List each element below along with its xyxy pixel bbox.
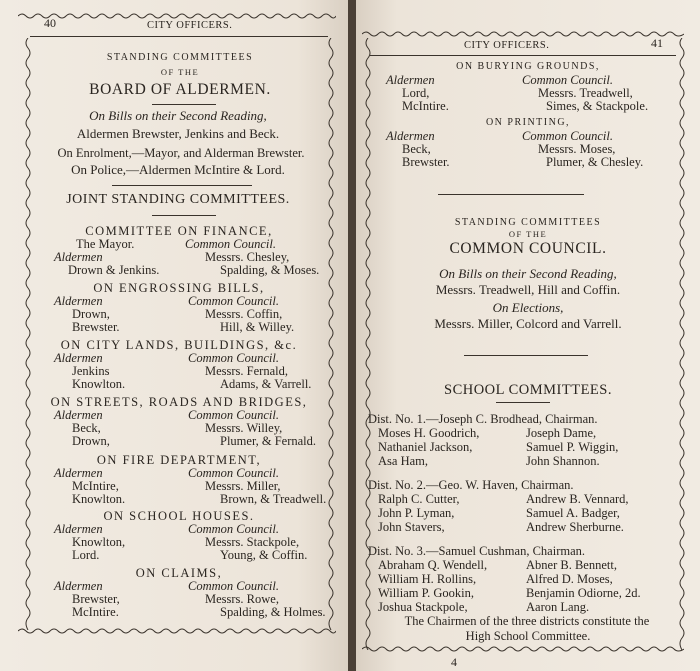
committee-title: ON CLAIMS, [135,566,223,580]
aldermen-member: Jenkins [72,364,110,378]
council-member: Messrs. Fernald, [205,364,288,378]
aldermen-member: Lord, [402,86,430,100]
aldermen-head: The Mayor. [76,237,135,251]
aldermen-member: Knowlton, [72,535,126,549]
district-member: John Stavers, [378,520,445,534]
section-rule [112,185,252,186]
district-member: William P. Gookin, [378,586,475,600]
district-head: Dist. No. 2.—Geo. W. Haven, Chairman. [368,478,574,492]
aldermen-member: McIntire. [72,605,119,619]
section-rule [464,355,588,356]
district-member: Moses H. Goodrich, [378,426,480,440]
signature-number: 4 [451,655,457,669]
cc-line: Messrs. Treadwell, Hill and Coffin. [435,282,621,297]
district-member: Samuel P. Wiggin, [526,440,619,454]
closing-line: The Chairmen of the three districts constitute the [404,614,650,628]
aldermen-member: Lord. [72,548,100,562]
district-member: Aaron Lang. [526,600,590,614]
aldermen-member: McIntire. [402,99,449,113]
district-member: Joseph Dame, [526,426,597,440]
council-member: Messrs. Willey, [205,421,283,435]
district-member: John P. Lyman, [378,506,455,520]
committee-title: COMMITTEE ON FINANCE, [85,224,273,238]
board-line: On Police,—Aldermen McIntire & Lord. [71,162,285,177]
council-member: Plumer, & Chesley. [546,155,644,169]
committee-title: ON SCHOOL HOUSES. [103,509,255,523]
aldermen-member: Drown, [72,307,110,321]
top-wavy-border [18,12,336,20]
right-page [356,0,700,671]
council-member: Simes, & Stackpole. [546,99,649,113]
committee-title: ON CITY LANDS, BUILDINGS, &c. [60,338,298,352]
short-rule [152,104,216,105]
district-member: Asa Ham, [378,454,428,468]
council-member: Messrs. Treadwell, [538,86,633,100]
district-member: John Shannon. [526,454,600,468]
district-head: Dist. No. 1.—Joseph C. Brodhead, Chairman. [368,412,598,426]
aldermen-member: Beck, [402,142,431,156]
council-member: Messrs. Chesley, [205,250,290,264]
cc-title: COMMON COUNCIL. [449,240,607,257]
board-line: Aldermen Brewster, Jenkins and Beck. [76,126,280,141]
council-head: Common Council. [522,73,613,87]
aldermen-head: Aldermen [54,466,103,480]
running-header: CITY OFFICERS. [147,20,233,31]
aldermen-head: Aldermen [54,408,103,422]
council-member: Messrs. Stackpole, [205,535,300,549]
council-head: Common Council. [188,579,279,593]
district-head: Dist. No. 3.—Samuel Cushman, Chairman. [368,544,585,558]
aldermen-member: McIntire, [72,479,119,493]
council-head: Common Council. [188,466,279,480]
aldermen-head: Aldermen [54,351,103,365]
council-member: Young, & Coffin. [220,548,308,562]
top-wavy-border [362,30,684,38]
council-member: Hill, & Willey. [220,320,295,334]
council-member: Messrs. Moses, [538,142,616,156]
council-member: Messrs. Miller, [205,479,281,493]
district-member: Joshua Stackpole, [378,600,468,614]
cc-title-small: STANDING COMMITTEES [454,217,602,228]
district-member: Benjamin Odiorne, 2d. [526,586,641,600]
header-rule [370,55,676,56]
aldermen-member: Aldermen [54,250,103,264]
school-title: SCHOOL COMMITTEES. [444,382,612,398]
council-head: Common Council. [188,522,279,536]
council-head: Common Council. [185,237,276,251]
cc-line: On Bills on their Second Reading, [439,266,617,281]
header-rule [30,36,328,37]
page-number: 41 [651,36,663,50]
board-line: On Enrolment,—Mayor, and Alderman Brewster. [57,146,305,160]
bottom-wavy-border [362,645,684,653]
committee-title: ON STREETS, ROADS AND BRIDGES, [50,395,308,409]
committee-title: ON FIRE DEPARTMENT, [96,453,262,467]
aldermen-member: Drown, [72,434,110,448]
aldermen-member: Brewster. [72,320,120,334]
council-member: Spalding, & Holmes. [220,605,326,619]
section-title-small: STANDING COMMITTEES [106,52,254,63]
aldermen-member: Knowlton. [72,377,126,391]
district-member: Alfred D. Moses, [526,572,613,586]
section-of: OF THE [160,67,200,77]
district-member: William H. Rollins, [378,572,477,586]
closing-line: High School Committee. [465,629,591,643]
right-wavy-border [678,38,686,650]
cc-line: Messrs. Miller, Colcord and Varrell. [434,316,622,331]
left-wavy-border [364,38,372,650]
district-member: Ralph C. Cutter, [378,492,460,506]
district-member: Nathaniel Jackson, [378,440,473,454]
council-head: Common Council. [188,408,279,422]
district-member: Andrew Sherburne. [526,520,624,534]
short-rule [496,402,550,403]
cc-of: OF THE [508,229,548,239]
page-number: 40 [44,16,56,30]
council-member: Messrs. Rowe, [205,592,279,606]
council-member: Messrs. Coffin, [205,307,283,321]
council-member: Brown, & Treadwell. [220,492,327,506]
aldermen-head: Aldermen [54,522,103,536]
joint-title: JOINT STANDING COMMITTEES. [66,192,290,207]
board-line: On Bills on their Second Reading, [89,108,267,123]
bottom-wavy-border [18,627,336,635]
aldermen-member: Beck, [72,421,101,435]
district-member: Abraham Q. Wendell, [378,558,488,572]
aldermen-member: Knowlton. [72,492,126,506]
short-rule [152,215,216,216]
council-head: Common Council. [188,351,279,365]
printing-title: ON PRINTING, [485,117,571,128]
section-title: BOARD OF ALDERMEN. [89,81,271,98]
right-wavy-border [327,38,335,630]
section-rule [438,194,584,195]
aldermen-member: Drown & Jenkins. [68,263,160,277]
council-member: Spalding, & Moses. [220,263,320,277]
district-member: Samuel A. Badger, [526,506,620,520]
cc-line: On Elections, [492,300,564,315]
council-member: Plumer, & Fernald. [220,434,317,448]
aldermen-head: Aldermen [54,579,103,593]
council-head: Common Council. [522,129,613,143]
aldermen-member: Brewster, [72,592,120,606]
running-header: CITY OFFICERS. [464,40,550,51]
burying-title: ON BURYING GROUNDS, [456,61,600,72]
aldermen-member: Brewster. [402,155,450,169]
aldermen-head: Aldermen [386,73,435,87]
council-member: Adams, & Varrell. [220,377,312,391]
committee-title: ON ENGROSSING BILLS, [93,281,265,295]
district-member: Andrew B. Vennard, [526,492,629,506]
aldermen-head: Aldermen [54,294,103,308]
council-head: Common Council. [188,294,279,308]
aldermen-head: Aldermen [386,129,435,143]
district-member: Abner B. Bennett, [526,558,617,572]
